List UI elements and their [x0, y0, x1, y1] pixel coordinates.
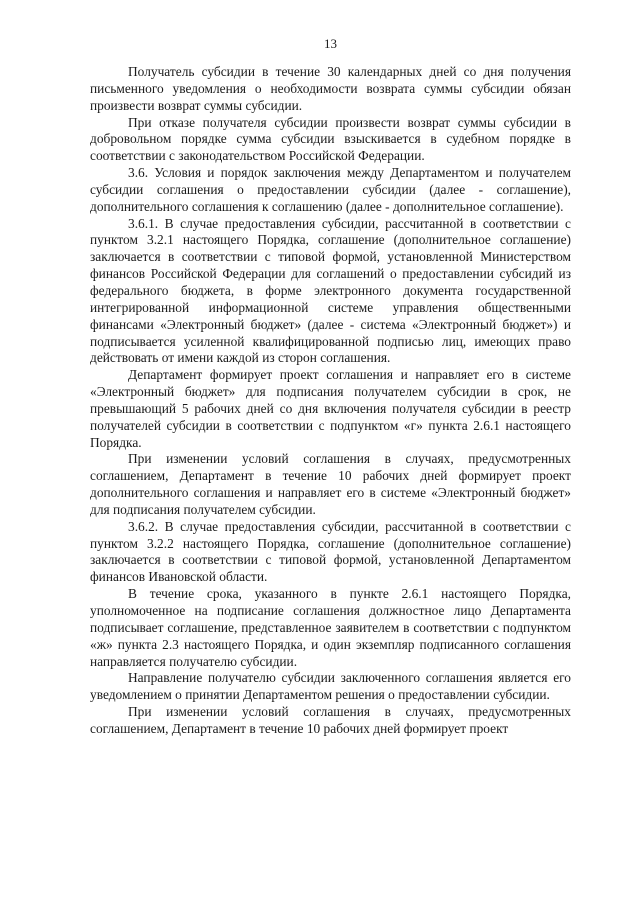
paragraph-section-3-6: 3.6. Условия и порядок заключения между Департаментом и получателем субсидии соглашения о предоставлении субсидии (далее - соглашение), дополнительного соглашения к соглашению (далее - дополнительное соглашение). [90, 165, 571, 214]
paragraph-draft-agreement: Департамент формирует проект соглашения и направляет его в системе «Электронный бюджет» для подписания получателем субсидии в срок, не превышающий 5 рабочих дней со дня включения получателя субсидии в реестр получателей субсидии в соответствии с подпунктом «г» пункта 2.6.1 настоящего Порядка. [90, 367, 571, 450]
paragraph-section-3-6-2: 3.6.2. В случае предоставления субсидии, рассчитанной в соответствии с пунктом 3.2.2 настоящего Порядка, соглашение (дополнительное соглашение) заключается в соответствии с типовой формой, установленной Департаментом финансов Ивановской области. [90, 518, 571, 585]
paragraph-section-3-6-1: 3.6.1. В случае предоставления субсидии, рассчитанной в соответствии с пунктом 3.2.1 настоящего Порядка, соглашение (дополнительное соглашение) заключается в соответствии с типовой формой, установленной Министерством финансов Российской Федерации для соглашений о предоставлении субсидий из федерального бюджета, в форме электронного документа государственной интегрированной информационной системе управления общественными финансами «Электронный бюджет» (далее - система «Электронный бюджет») и подписывается усиленной квалифицированной подписью лиц, имеющих право действовать от имени каждой из сторон соглашения. [90, 215, 571, 366]
paragraph-amendment-1: При изменении условий соглашения в случаях, предусмотренных соглашением, Департамент в течение 10 рабочих дней формирует проект дополнительного соглашения и направляет его в системе «Электронный бюджет» для подписания получателем субсидии. [90, 451, 571, 517]
paragraph-refund-refusal: При отказе получателя субсидии произвести возврат суммы субсидии в добровольном порядке сумма субсидии взыскивается в судебном порядке в соответствии с законодательством Российской Федерации. [90, 114, 571, 164]
paragraph-signing-term: В течение срока, указанного в пункте 2.6.1 настоящего Порядка, уполномоченное на подписание соглашения должностное лицо Департамента подписывает соглашение, представленное заявителем в соответствии с подпунктом «ж» пункта 2.3 настоящего Порядка, и один экземпляр подписанного соглашения направляется получателю субсидии. [90, 586, 571, 669]
page-number: 13 [324, 36, 337, 51]
paragraph-notification: Направление получателю субсидии заключенного соглашения является его уведомлением о принятии Департаментом решения о предоставлении субсидии. [90, 670, 571, 703]
paragraph-refund-deadline: Получатель субсидии в течение 30 календарных дней со дня получения письменного уведомления о необходимости возврата суммы субсидии обязан произвести возврат суммы субсидии. [90, 64, 571, 113]
document-body [90, 64, 571, 738]
paragraph-amendment-2: При изменении условий соглашения в случаях, предусмотренных соглашением, Департамент в течение 10 рабочих дней формирует проект [90, 704, 571, 736]
